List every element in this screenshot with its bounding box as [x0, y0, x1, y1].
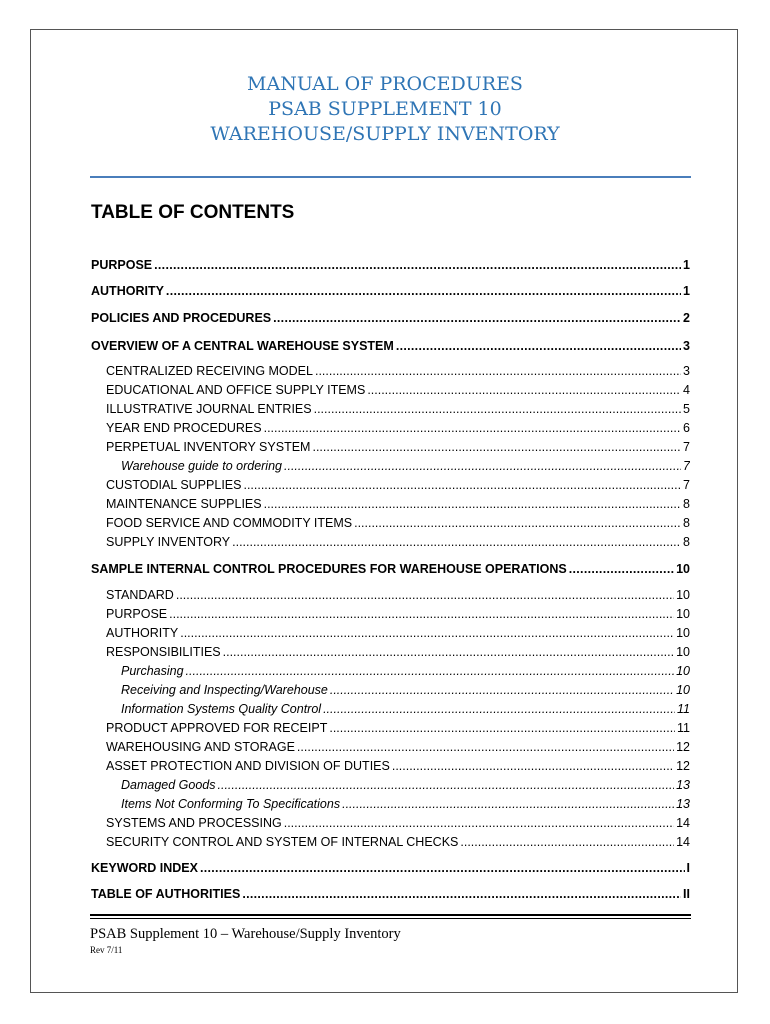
toc-entry-title: YEAR END PROCEDURES: [106, 421, 262, 435]
toc-dot-leader: [323, 702, 675, 716]
footer-revision: Rev 7/11: [90, 945, 123, 955]
toc-entry-page: 10: [676, 683, 690, 697]
toc-entry-title: SECURITY CONTROL AND SYSTEM OF INTERNAL CHECKS: [106, 835, 459, 849]
toc-dot-leader: [242, 887, 681, 901]
toc-entry-page: 7: [683, 478, 690, 492]
toc-entry[interactable]: [91, 339, 690, 353]
toc-dot-leader: [329, 721, 675, 735]
toc-entry-title: RESPONSIBILITIES: [106, 645, 221, 659]
toc-entry[interactable]: [106, 721, 690, 735]
toc-entry-page: 8: [683, 497, 690, 511]
footer-divider: [90, 914, 691, 916]
toc-entry-page: 12: [676, 759, 690, 773]
toc-entry-page: 2: [683, 311, 690, 325]
toc-entry-title: Items Not Conforming To Specifications: [121, 797, 341, 811]
toc-entry[interactable]: [91, 284, 690, 298]
toc-entry[interactable]: [106, 835, 690, 849]
toc-dot-leader: [273, 311, 681, 325]
toc-dot-leader: [200, 861, 685, 875]
toc-entry[interactable]: [106, 816, 690, 830]
toc-dot-leader: [330, 683, 674, 697]
toc-entry[interactable]: [91, 887, 690, 901]
toc-dot-leader: [264, 497, 681, 511]
toc-entry[interactable]: [106, 421, 690, 435]
toc-entry[interactable]: [106, 440, 690, 454]
toc-entry-page: 10: [676, 588, 690, 602]
toc-entry-title: TABLE OF AUTHORITIES: [91, 887, 241, 901]
toc-entry-page: 10: [676, 607, 690, 621]
toc-entry[interactable]: [121, 778, 690, 792]
toc-dot-leader: [460, 835, 674, 849]
toc-entry[interactable]: [91, 258, 690, 272]
toc-dot-leader: [169, 607, 674, 621]
toc-entry-page: 1: [683, 284, 690, 298]
toc-dot-leader: [154, 258, 681, 272]
toc-dot-leader: [569, 562, 674, 576]
toc-entry[interactable]: [91, 311, 690, 325]
toc-entry-page: 1: [683, 258, 690, 272]
toc-entry[interactable]: [106, 607, 690, 621]
toc-entry[interactable]: [106, 740, 690, 754]
toc-entry-title: Information Systems Quality Control: [121, 702, 322, 716]
toc-dot-leader: [392, 759, 674, 773]
toc-entry[interactable]: [121, 702, 690, 716]
toc-entry-title: FOOD SERVICE AND COMMODITY ITEMS: [106, 516, 353, 530]
toc-entry-page: II: [683, 887, 690, 901]
toc-dot-leader: [297, 740, 674, 754]
toc-dot-leader: [354, 516, 681, 530]
toc-entry[interactable]: [121, 797, 690, 811]
toc-entry[interactable]: [106, 516, 690, 530]
toc-entry-title: SAMPLE INTERNAL CONTROL PROCEDURES FOR WAREHOUSE OPERATIONS: [91, 562, 567, 576]
toc-entry-title: CENTRALIZED RECEIVING MODEL: [106, 364, 313, 378]
toc-dot-leader: [243, 478, 681, 492]
toc-entry-page: 8: [683, 535, 690, 549]
toc-entry-page: 14: [676, 816, 690, 830]
toc-dot-leader: [315, 364, 681, 378]
toc-entry-page: 13: [676, 778, 690, 792]
toc-entry-title: EDUCATIONAL AND OFFICE SUPPLY ITEMS: [106, 383, 366, 397]
toc-entry-page: 3: [683, 339, 690, 353]
toc-entry-title: Purchasing: [121, 664, 184, 678]
toc-entry-page: 8: [683, 516, 690, 530]
toc-entry-title: STANDARD: [106, 588, 174, 602]
footer-divider-thin: [90, 918, 691, 919]
toc-entry-title: KEYWORD INDEX: [91, 861, 198, 875]
toc-dot-leader: [180, 626, 674, 640]
title-line-2: PSAB SUPPLEMENT 10: [268, 98, 502, 120]
toc-entry-page: 10: [676, 562, 690, 576]
toc-entry[interactable]: [106, 626, 690, 640]
toc-entry-page: 10: [676, 626, 690, 640]
toc-entry[interactable]: [106, 478, 690, 492]
toc-entry[interactable]: [121, 664, 690, 678]
toc-dot-leader: [186, 664, 675, 678]
toc-entry-title: PURPOSE: [91, 258, 153, 272]
document-title: [0, 72, 770, 147]
toc-entry-title: ILLUSTRATIVE JOURNAL ENTRIES: [106, 402, 312, 416]
title-line-3: WAREHOUSE/SUPPLY INVENTORY: [210, 123, 560, 145]
toc-dot-leader: [367, 383, 681, 397]
toc-entry-title: Warehouse guide to ordering: [121, 459, 282, 473]
toc-entry[interactable]: [91, 861, 690, 875]
toc-entry-title: Damaged Goods: [121, 778, 216, 792]
toc-dot-leader: [223, 645, 674, 659]
toc-heading: TABLE OF CONTENTS: [91, 202, 295, 223]
toc-entry-title: WAREHOUSING AND STORAGE: [106, 740, 295, 754]
toc-entry-title: ASSET PROTECTION AND DIVISION OF DUTIES: [106, 759, 390, 773]
title-line-1: MANUAL OF PROCEDURES: [247, 73, 523, 95]
toc-entry-title: PURPOSE: [106, 607, 168, 621]
toc-entry-title: AUTHORITY: [106, 626, 179, 640]
toc-dot-leader: [312, 440, 681, 454]
toc-entry-title: SYSTEMS AND PROCESSING: [106, 816, 282, 830]
toc-dot-leader: [264, 421, 681, 435]
toc-entry-title: POLICIES AND PROCEDURES: [91, 311, 272, 325]
toc-dot-leader: [342, 797, 674, 811]
toc-entry-page: 11: [677, 721, 690, 735]
toc-dot-leader: [218, 778, 675, 792]
toc-entry[interactable]: [106, 402, 690, 416]
toc-entry-page: 7: [683, 459, 690, 473]
toc-entry[interactable]: [106, 759, 690, 773]
toc-entry[interactable]: [106, 383, 690, 397]
toc-entry-page: 13: [676, 797, 690, 811]
toc-entry[interactable]: [106, 535, 690, 549]
toc-dot-leader: [176, 588, 674, 602]
toc-entry-page: 14: [676, 835, 690, 849]
toc-dot-leader: [284, 816, 674, 830]
toc-dot-leader: [314, 402, 681, 416]
toc-entry[interactable]: [91, 562, 690, 576]
toc-entry-page: 4: [683, 383, 690, 397]
toc-entry[interactable]: [121, 459, 690, 473]
toc-entry[interactable]: [106, 497, 690, 511]
toc-entry-page: 7: [683, 440, 690, 454]
toc-entry-page: 10: [676, 664, 690, 678]
toc-entry-page: 3: [683, 364, 690, 378]
toc-entry[interactable]: [106, 645, 690, 659]
toc-entry-page: 11: [677, 702, 690, 716]
toc-entry-page: 12: [676, 740, 690, 754]
toc-entry[interactable]: [106, 588, 690, 602]
toc-entry-title: MAINTENANCE SUPPLIES: [106, 497, 262, 511]
toc-entry-title: SUPPLY INVENTORY: [106, 535, 231, 549]
toc-entry-page: 6: [683, 421, 690, 435]
toc-entry-page: 5: [683, 402, 690, 416]
toc-entry-title: PERPETUAL INVENTORY SYSTEM: [106, 440, 311, 454]
title-divider: [90, 176, 691, 178]
toc-dot-leader: [166, 284, 681, 298]
footer-title: PSAB Supplement 10 – Warehouse/Supply Inventory: [90, 926, 401, 942]
toc-entry-title: PRODUCT APPROVED FOR RECEIPT: [106, 721, 328, 735]
toc-entry-title: CUSTODIAL SUPPLIES: [106, 478, 242, 492]
toc-entry-title: AUTHORITY: [91, 284, 164, 298]
toc-dot-leader: [284, 459, 681, 473]
toc-entry-page: 10: [676, 645, 690, 659]
toc-entry-title: OVERVIEW OF A CENTRAL WAREHOUSE SYSTEM: [91, 339, 394, 353]
toc-entry[interactable]: [106, 364, 690, 378]
toc-entry-page: I: [686, 861, 690, 875]
toc-entry[interactable]: [121, 683, 690, 697]
toc-entry-title: Receiving and Inspecting/Warehouse: [121, 683, 328, 697]
toc-dot-leader: [232, 535, 681, 549]
toc-dot-leader: [396, 339, 681, 353]
